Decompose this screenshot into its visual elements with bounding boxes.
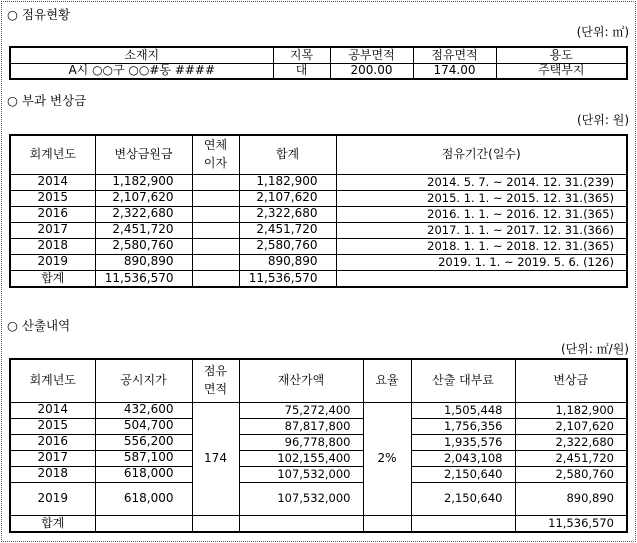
principal-cell: 2,451,720: [95, 222, 192, 238]
year-cell: 2019: [10, 482, 95, 515]
section-title-calculation: ○ 산출내역: [7, 318, 71, 333]
header-cell: 공시지가: [95, 359, 192, 402]
occupancy-table: [9, 46, 628, 80]
rate-cell: 2%: [363, 402, 411, 515]
land-price-cell: 587,100: [95, 450, 192, 466]
property-value-cell: 87,817,800: [239, 418, 363, 434]
table-row: [10, 206, 627, 222]
empty-cell: [411, 515, 515, 532]
penalty-cell: 2,322,680: [515, 434, 627, 450]
year-cell: 2016: [10, 206, 95, 222]
year-cell: 2016: [10, 434, 95, 450]
principal-cell: 890,890: [95, 254, 192, 270]
year-cell: 2017: [10, 450, 95, 466]
year-cell: 2015: [10, 190, 95, 206]
location-cell: A시 ○○구 ○○#동 ####: [10, 63, 273, 79]
rent-cell: 2,043,108: [411, 450, 515, 466]
year-cell: 2014: [10, 402, 95, 418]
property-value-cell: 107,532,000: [239, 466, 363, 482]
interest-cell: [192, 222, 239, 238]
penalty-cell: 2,580,760: [515, 466, 627, 482]
header-cell: 회계년도: [10, 135, 95, 174]
table-row: [10, 238, 627, 254]
usage-cell: 주택부지: [496, 63, 627, 79]
table-row: [10, 190, 627, 206]
land-price-cell: 618,000: [95, 466, 192, 482]
sum-cell: 890,890: [239, 254, 336, 270]
total-period-cell: [336, 270, 627, 287]
header-cell: 요율: [363, 359, 411, 402]
unit-label-calculation: (단위: ㎡/원): [560, 342, 629, 356]
period-cell: 2019. 1. 1. ~ 2019. 5. 6. (126): [336, 254, 627, 270]
header-cell: 지목: [273, 47, 330, 63]
property-value-cell: 107,532,000: [239, 482, 363, 515]
period-cell: 2015. 1. 1. ~ 2015. 12. 31.(365): [336, 190, 627, 206]
interest-cell: [192, 206, 239, 222]
total-label-cell: 합계: [10, 270, 95, 287]
period-cell: 2016. 1. 1. ~ 2016. 12. 31.(365): [336, 206, 627, 222]
empty-cell: [239, 515, 363, 532]
registered-area-cell: 200.00: [330, 63, 413, 79]
header-cell: 합계: [239, 135, 336, 174]
rent-cell: 2,150,640: [411, 466, 515, 482]
land-price-cell: 504,700: [95, 418, 192, 434]
period-cell: 2014. 5. 7. ~ 2014. 12. 31.(239): [336, 174, 627, 190]
table-row: [10, 482, 627, 515]
principal-cell: 2,580,760: [95, 238, 192, 254]
table-row: [10, 450, 627, 466]
interest-cell: [192, 174, 239, 190]
empty-cell: [192, 515, 239, 532]
sum-cell: 2,451,720: [239, 222, 336, 238]
header-cell: 점유 면적: [192, 359, 239, 402]
total-principal-cell: 11,536,570: [95, 270, 192, 287]
interest-cell: [192, 254, 239, 270]
principal-cell: 1,182,900: [95, 174, 192, 190]
section-title-occupancy: ○ 점유현황: [7, 7, 71, 22]
year-cell: 2018: [10, 466, 95, 482]
property-value-cell: 75,272,400: [239, 402, 363, 418]
header-cell: 용도: [496, 47, 627, 63]
unit-label-charges: (단위: 원): [577, 113, 629, 127]
header-cell: 변상금원금: [95, 135, 192, 174]
total-label-cell: 합계: [10, 515, 95, 532]
occupied-area-cell: 174: [192, 402, 239, 515]
sum-cell: 2,580,760: [239, 238, 336, 254]
empty-cell: [95, 515, 192, 532]
penalty-cell: 1,182,900: [515, 402, 627, 418]
table-row: [10, 466, 627, 482]
interest-cell: [192, 238, 239, 254]
principal-cell: 2,322,680: [95, 206, 192, 222]
rent-cell: 1,505,448: [411, 402, 515, 418]
header-cell: 점유기간(일수): [336, 135, 627, 174]
period-cell: 2017. 1. 1. ~ 2017. 12. 31.(366): [336, 222, 627, 238]
header-cell: 회계년도: [10, 359, 95, 402]
sum-cell: 2,322,680: [239, 206, 336, 222]
sum-cell: 1,182,900: [239, 174, 336, 190]
year-cell: 2014: [10, 174, 95, 190]
calculation-table: [9, 358, 628, 533]
principal-cell: 2,107,620: [95, 190, 192, 206]
penalty-cell: 2,107,620: [515, 418, 627, 434]
year-cell: 2015: [10, 418, 95, 434]
penalty-cell: 2,451,720: [515, 450, 627, 466]
total-interest-cell: [192, 270, 239, 287]
penalty-cell: 890,890: [515, 482, 627, 515]
property-value-cell: 96,778,800: [239, 434, 363, 450]
header-cell: 점유면적: [413, 47, 496, 63]
table-row: [10, 418, 627, 434]
empty-cell: [363, 515, 411, 532]
land-category-cell: 대: [273, 63, 330, 79]
land-price-cell: 556,200: [95, 434, 192, 450]
unit-label-occupancy: (단위: ㎡): [576, 25, 629, 39]
rent-cell: 1,756,356: [411, 418, 515, 434]
header-cell: 산출 대부료: [411, 359, 515, 402]
occupied-area-cell: 174.00: [413, 63, 496, 79]
header-cell: 재산가액: [239, 359, 363, 402]
property-value-cell: 102,155,400: [239, 450, 363, 466]
period-cell: 2018. 1. 1. ~ 2018. 12. 31.(365): [336, 238, 627, 254]
land-price-cell: 618,000: [95, 482, 192, 515]
table-row: [10, 254, 627, 270]
section-title-charges: ○ 부과 변상금: [7, 93, 87, 108]
table-row: [10, 222, 627, 238]
header-cell: 변상금: [515, 359, 627, 402]
table-row: [10, 434, 627, 450]
total-sum-cell: 11,536,570: [239, 270, 336, 287]
year-cell: 2019: [10, 254, 95, 270]
header-cell: 소재지: [10, 47, 273, 63]
header-cell: 공부면적: [330, 47, 413, 63]
interest-cell: [192, 190, 239, 206]
charges-table: [9, 134, 628, 288]
rent-cell: 2,150,640: [411, 482, 515, 515]
total-penalty-cell: 11,536,570: [515, 515, 627, 532]
header-cell: 연체 이자: [192, 135, 239, 174]
table-row: [10, 174, 627, 190]
year-cell: 2018: [10, 238, 95, 254]
year-cell: 2017: [10, 222, 95, 238]
rent-cell: 1,935,576: [411, 434, 515, 450]
table-row: [10, 402, 627, 418]
land-price-cell: 432,600: [95, 402, 192, 418]
sum-cell: 2,107,620: [239, 190, 336, 206]
